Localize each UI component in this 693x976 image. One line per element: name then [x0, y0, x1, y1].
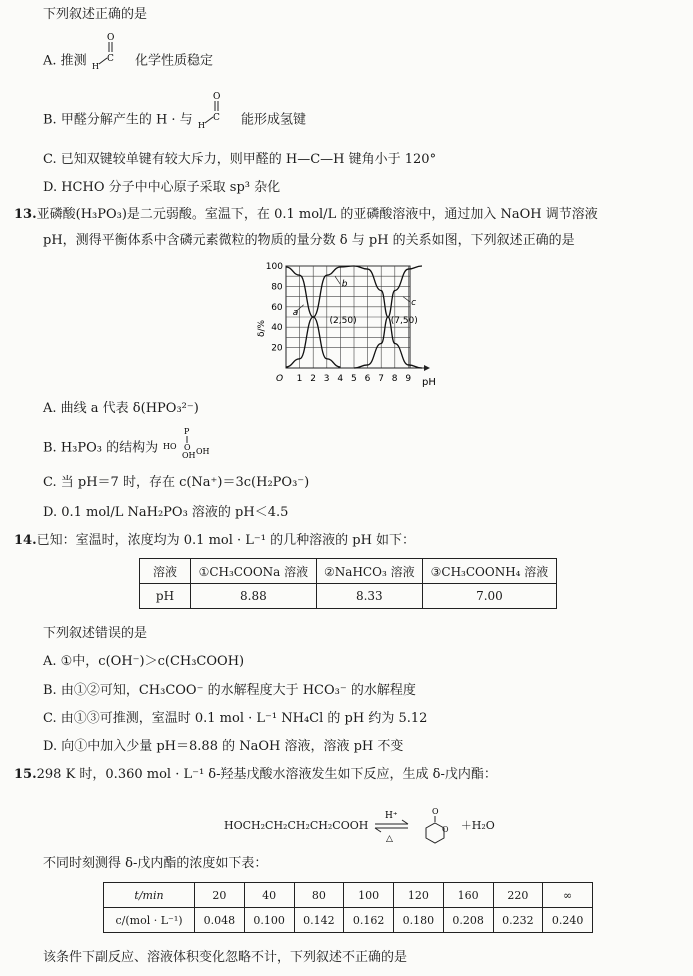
q12-option-b: [43, 92, 306, 129]
q14-option-c: C. 由①③可推测，室温时 0.1 mol · L⁻¹ NH₄Cl 的 pH 约为 5.12: [43, 711, 428, 726]
oxygen-atom: O: [106, 33, 115, 43]
table-row: [104, 908, 593, 933]
table-row: [140, 584, 557, 609]
table-cell: ∞: [543, 883, 593, 908]
q12-option-c: C. 已知双键较单键有较大斥力，则甲醛的 H—C—H 键角小于 120°: [43, 152, 437, 167]
q13-option-b: [43, 427, 222, 459]
table-cell: 40: [244, 883, 294, 908]
reaction-arrow: [372, 808, 412, 844]
q13-option-d: D. 0.1 mol/L NaH₂PO₃ 溶液的 pH＜4.5: [43, 505, 289, 520]
q12-option-b-tail: 能形成氢键: [240, 112, 306, 128]
hydrogen-atom: H: [91, 62, 99, 70]
q15-number: 15.: [14, 767, 37, 782]
q12-stem: 下列叙述正确的是: [43, 7, 148, 22]
oxygen-atom: O: [212, 92, 221, 102]
q12-option-a: [43, 33, 213, 70]
q14-ph-table: [139, 558, 557, 609]
table-cell: ②NaHCO₃ 溶液: [316, 559, 422, 584]
x-tick-label: 3: [323, 374, 330, 384]
q14-option-a: A. ①中，c(OH⁻)＞c(CH₃COOH): [43, 654, 245, 669]
point-label-2: (7,50): [390, 316, 418, 327]
q15-line1: [14, 767, 497, 783]
table-cell: 8.88: [191, 584, 317, 609]
table-cell: 100: [344, 883, 394, 908]
ring-oxygen: O: [441, 825, 449, 834]
x-tick-label: 8: [391, 374, 398, 384]
reactant-formula: HOCH₂CH₂CH₂CH₂COOH: [224, 819, 369, 832]
table-cell: c/(mol · L⁻¹): [104, 908, 195, 933]
table-cell: ③CH₃COONH₄ 溶液: [422, 559, 556, 584]
x-tick-label: 5: [351, 374, 357, 384]
h3po3-structure: [162, 425, 222, 459]
carbonyl-oxygen: O: [431, 807, 439, 816]
x-tick-label: 6: [364, 374, 371, 384]
water-product: ＋H₂O: [460, 819, 495, 832]
phosphorus-fraction-chart: [250, 256, 440, 392]
q14-stem: 下列叙述错误的是: [43, 626, 148, 641]
formaldehyde-structure: [197, 89, 237, 129]
table-cell: 0.240: [543, 908, 593, 933]
table-row: [104, 883, 593, 908]
q13-option-b-text: B. H₃PO₃ 的结构为: [43, 440, 159, 456]
x-axis-arrow: [424, 365, 430, 371]
q13-number: 13.: [14, 207, 37, 222]
y-axis-label: δ/%: [257, 319, 267, 337]
y-tick-label: 80: [271, 282, 283, 293]
table-cell: 0.142: [294, 908, 344, 933]
hydrogen-atom: H: [197, 121, 205, 129]
table-row: [140, 559, 557, 584]
q14-text: 已知：室温时，浓度均为 0.1 mol · L⁻¹ 的几种溶液的 pH 如下：: [36, 533, 416, 548]
oxo-oxygen: O: [184, 443, 191, 452]
x-tick-label: 4: [337, 374, 344, 384]
table-cell: 160: [443, 883, 493, 908]
leader-line-b: [335, 276, 340, 284]
q13-option-c: C. 当 pH＝7 时，存在 c(Na⁺)＝3c(H₂PO₃⁻): [43, 475, 310, 490]
table-cell: 80: [294, 883, 344, 908]
table-cell: 0.162: [344, 908, 394, 933]
q15-concentration-table: [103, 882, 593, 933]
q14-number: 14.: [14, 533, 37, 548]
x-tick-label: 9: [405, 374, 412, 384]
table-cell: ①CH₃COONa 溶液: [191, 559, 317, 584]
y-tick-label: 20: [271, 343, 283, 354]
q12-option-d: D. HCHO 分子中中心原子采取 sp³ 杂化: [43, 180, 281, 195]
table-cell: 120: [394, 883, 444, 908]
q12-option-a-tail: 化学性质稳定: [134, 53, 213, 69]
point-label-1: (2,50): [329, 316, 357, 327]
table-cell: t/min: [104, 883, 195, 908]
curve-label-c: c: [411, 297, 417, 308]
q14-option-d: D. 向①中加入少量 pH＝8.88 的 NaOH 溶液，溶液 pH 不变: [43, 739, 404, 754]
table-cell: 0.208: [443, 908, 493, 933]
table-cell: 220: [493, 883, 543, 908]
table-cell: 溶液: [140, 559, 191, 584]
q15-reaction: [224, 806, 495, 846]
leader-line-c: [403, 297, 410, 302]
x-tick-label: O: [276, 374, 284, 384]
ho-group: HO: [163, 442, 177, 451]
q13-line2: pH，测得平衡体系中含磷元素微粒的物质的量分数 δ 与 pH 的关系如图，下列叙述正确的是: [43, 233, 575, 248]
heat-symbol: △: [386, 834, 394, 844]
oh-group-1: OH: [182, 451, 196, 459]
q15-line3: 该条件下副反应、溶液体积变化忽略不计，下列叙述不正确的是: [43, 950, 408, 965]
table-cell: 20: [195, 883, 245, 908]
q12-option-b-text: B. 甲醛分解产生的 H · 与: [43, 112, 193, 128]
carbon-atom: C: [212, 113, 220, 123]
q14-option-b: B. 由①②可知，CH₃COO⁻ 的水解程度大于 HCO₃⁻ 的水解程度: [43, 683, 416, 698]
x-axis-label: pH: [422, 377, 436, 388]
table-cell: 0.048: [195, 908, 245, 933]
q15-line2: 不同时刻测得 δ-戊内酯的浓度如下表：: [43, 856, 268, 871]
q15-text: 298 K 时，0.360 mol · L⁻¹ δ-羟基戊酸水溶液发生如下反应，生成 δ-戊内酯：: [36, 767, 497, 782]
table-cell: 0.180: [394, 908, 444, 933]
carbon-atom: C: [106, 54, 114, 64]
phosphorus-atom: P: [184, 427, 190, 436]
catalyst-label: H⁺: [385, 811, 399, 821]
x-tick-label: 2: [310, 374, 316, 384]
y-tick-label: 60: [271, 302, 283, 313]
y-tick-label: 100: [265, 262, 283, 272]
table-cell: 8.33: [316, 584, 422, 609]
formaldehyde-structure: [91, 30, 131, 70]
lactone-ring-structure: [417, 806, 457, 846]
y-tick-label: 40: [271, 323, 283, 334]
q13-option-a: A. 曲线 a 代表 δ(HPO₃²⁻): [43, 401, 199, 416]
oh-group-2: OH: [196, 447, 210, 456]
table-cell: 7.00: [422, 584, 556, 609]
q13-line1: [14, 207, 598, 223]
x-tick-label: 7: [378, 374, 384, 384]
table-cell: pH: [140, 584, 191, 609]
x-tick-label: 1: [296, 374, 303, 384]
table-cell: 0.232: [493, 908, 543, 933]
q12-option-a-text: A. 推测: [43, 53, 87, 69]
curve-label-b: b: [341, 279, 348, 290]
q14-line1: [14, 533, 415, 549]
q13-text: 亚磷酸(H₃PO₃)是二元弱酸。室温下，在 0.1 mol/L 的亚磷酸溶液中，通过加入 NaOH 调节溶液: [36, 207, 598, 222]
curve-label-a: a: [292, 307, 299, 318]
table-cell: 0.100: [244, 908, 294, 933]
